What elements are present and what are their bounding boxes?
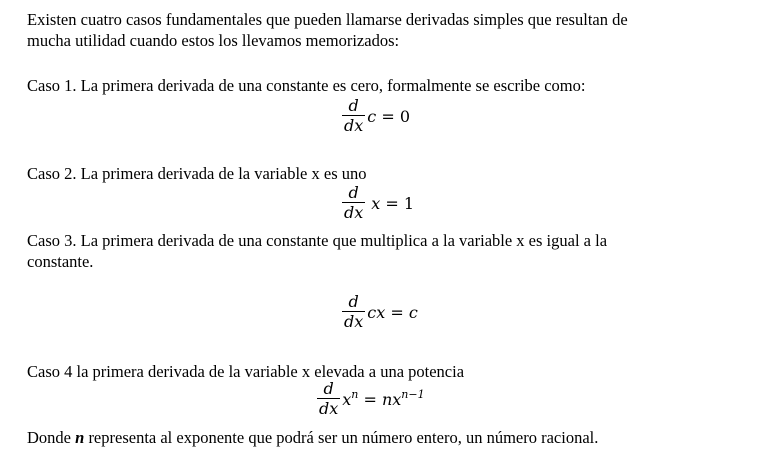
caso-3-text-line-1: Caso 3. La primera derivada de una constante que multiplica a la variable x es igual a la bbox=[27, 231, 608, 250]
formula-result-exponent: n−1 bbox=[401, 387, 425, 401]
n-symbol: n bbox=[75, 428, 85, 447]
fraction-denominator: dx bbox=[344, 312, 364, 331]
final-prefix: Donde bbox=[27, 428, 76, 447]
fraction-denominator: dx bbox=[319, 399, 339, 418]
derivative-operator bbox=[342, 97, 365, 136]
equals-sign: = bbox=[358, 389, 382, 409]
caso-3-text-line-2: constante. bbox=[27, 252, 94, 271]
caso-2-text: Caso 2. La primera derivada de la variable x es uno bbox=[27, 164, 367, 183]
fraction-numerator: d bbox=[348, 96, 359, 115]
formula-exponent: n bbox=[351, 387, 359, 401]
formula-result: 0 bbox=[399, 106, 410, 126]
final-note bbox=[27, 428, 598, 448]
fraction-denominator: dx bbox=[344, 203, 364, 222]
caso-1-text: Caso 1. La primera derivada de una constante es cero, formalmente se escribe como: bbox=[27, 76, 586, 95]
derivative-operator bbox=[342, 293, 365, 332]
formula-variable: c bbox=[367, 106, 377, 126]
formula-variable: cx bbox=[367, 302, 386, 322]
formula-variable: x bbox=[371, 193, 381, 213]
caso-1-formula bbox=[342, 97, 410, 136]
caso-4-formula bbox=[317, 380, 425, 419]
caso-2-formula bbox=[342, 184, 414, 223]
derivative-operator bbox=[317, 380, 340, 419]
fraction-numerator: d bbox=[348, 183, 359, 202]
final-suffix: representa al exponente que podrá ser un número entero, un número racional. bbox=[84, 428, 599, 447]
caso-4-text: Caso 4 la primera derivada de la variable x elevada a una potencia bbox=[27, 362, 465, 381]
fraction-numerator: d bbox=[348, 292, 359, 311]
intro-line-2: mucha utilidad cuando estos los llevamos memorizados: bbox=[27, 31, 400, 50]
equals-sign: = bbox=[385, 302, 409, 322]
derivative-operator bbox=[342, 184, 365, 223]
equals-sign: = bbox=[376, 106, 400, 126]
formula-result: c bbox=[408, 302, 418, 322]
formula-base: x bbox=[342, 389, 352, 409]
intro-line-1: Existen cuatro casos fundamentales que pueden llamarse derivadas simples que resultan de bbox=[27, 10, 628, 29]
fraction-numerator: d bbox=[323, 379, 334, 398]
formula-result: 1 bbox=[403, 193, 415, 213]
fraction-denominator: dx bbox=[344, 116, 364, 135]
equals-sign: = bbox=[380, 193, 404, 213]
formula-result-base: nx bbox=[381, 389, 402, 409]
caso-3-formula bbox=[342, 293, 418, 332]
